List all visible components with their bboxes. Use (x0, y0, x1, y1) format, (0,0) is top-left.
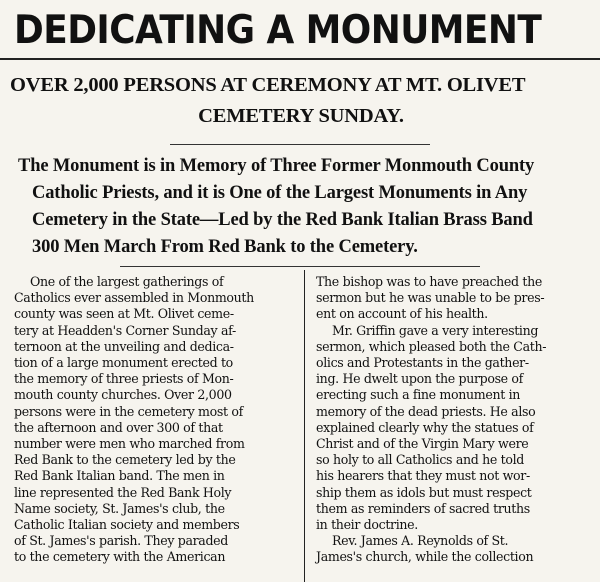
text-line: sermon but he was unable to be pres- (316, 290, 545, 306)
text-line: explained clearly why the statues of (316, 419, 534, 435)
article-column-right (316, 274, 598, 566)
text-line: olics and Protestants in the gather- (316, 355, 529, 371)
text-line: of St. James's parish. They paraded (14, 533, 228, 549)
deck-secondary-line: 300 Men March From Red Bank to the Cemetery. (32, 237, 418, 257)
text-line: Rev. James A. Reynolds of St. (332, 533, 509, 549)
text-line: line represented the Red Bank Holy (14, 484, 232, 500)
headline-rule (0, 58, 600, 60)
text-line: The bishop was to have preached the (316, 274, 542, 289)
text-line: Red Bank Italian band. The men in (14, 468, 225, 484)
column-divider (304, 270, 305, 582)
deck-primary-line: CEMETERY SUNDAY. (198, 105, 404, 127)
text-line: persons were in the cemetery most of (14, 403, 243, 419)
text-line: the memory of three priests of Mon- (14, 371, 234, 387)
text-line: ship them as idols but must respect (316, 484, 532, 500)
body-rule (120, 266, 480, 267)
text-line: tery at Headden's Corner Sunday af- (14, 322, 236, 338)
text-line: county was seen at Mt. Olivet ceme- (14, 306, 234, 322)
text-line: ing. He dwelt upon the purpose of (316, 371, 523, 387)
text-line: tion of a large monument erected to (14, 355, 233, 371)
deck-secondary-line: The Monument is in Memory of Three Former Monmouth County (18, 156, 535, 176)
headline: DEDICATING A MONUMENT (14, 8, 542, 53)
text-line: mouth county churches. Over 2,000 (14, 387, 232, 403)
text-line: James's church, while the collection (316, 549, 534, 565)
deck-rule (170, 144, 430, 145)
text-line: his hearers that they must not wor- (316, 468, 530, 484)
text-line: Red Bank to the cemetery led by the (14, 452, 236, 468)
text-line: Name society, St. James's club, the (14, 500, 225, 516)
text-line: memory of the dead priests. He also (316, 403, 536, 419)
deck-secondary-line: Catholic Priests, and it is One of the Largest Monuments in Any (32, 183, 528, 203)
text-line: Catholics ever assembled in Monmouth (14, 290, 254, 306)
text-line: One of the largest gatherings of (30, 274, 224, 289)
text-line: sermon, which pleased both the Cath- (316, 338, 547, 354)
text-line: Catholic Italian society and members (14, 517, 240, 533)
text-line: ent on account of his health. (316, 306, 488, 322)
deck-secondary-line: Cemetery in the State—Led by the Red Bank Italian Brass Band (32, 210, 533, 230)
text-line: Mr. Griffin gave a very interesting (332, 322, 539, 338)
text-line: in their doctrine. (316, 517, 418, 533)
text-line: so holy to all Catholics and he told (316, 452, 524, 468)
deck-primary-line: OVER 2,000 PERSONS AT CEREMONY AT MT. OLIVET (10, 74, 526, 96)
text-line: erecting such a fine monument in (316, 387, 521, 403)
article-column-left (14, 274, 308, 566)
deck-primary (2, 70, 600, 132)
text-line: them as reminders of sacred truths (316, 500, 530, 516)
text-line: ternoon at the unveiling and dedica- (14, 338, 234, 354)
deck-secondary (14, 153, 598, 261)
text-line: to the cemetery with the American (14, 549, 226, 565)
text-line: the afternoon and over 300 of that (14, 419, 223, 435)
text-line: Christ and of the Virgin Mary were (316, 436, 529, 452)
text-line: number were men who marched from (14, 436, 245, 452)
